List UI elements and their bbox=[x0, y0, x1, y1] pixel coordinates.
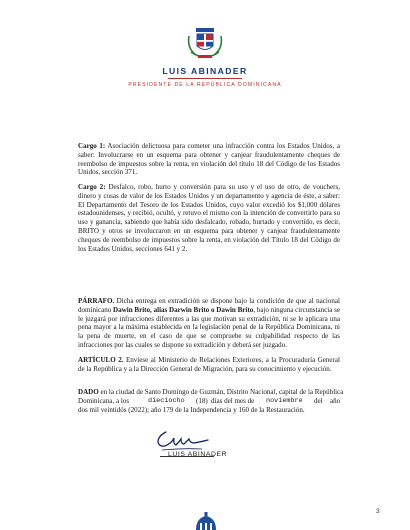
articulo-2-label: ARTÍCULO 2. bbox=[78, 356, 124, 364]
dado-day-word: dieciocho bbox=[148, 396, 185, 405]
coat-of-arms-icon bbox=[185, 22, 225, 62]
dado-line-3: dos mil veintidós (2022); año 179 de la Independencia y 160 de la Restauración. bbox=[78, 405, 305, 414]
dado-line-2-del: del bbox=[314, 396, 323, 405]
dado-line-2 bbox=[78, 397, 340, 406]
palace-dome-icon bbox=[186, 510, 226, 530]
dado-line-1 bbox=[78, 388, 344, 397]
dado-line-2-ano: año bbox=[330, 396, 341, 405]
dado-month: noviembre bbox=[266, 396, 303, 405]
dado-line-1-text: en la ciudad de Santo Domingo de Guzmán, Distrito Nacional, capital de la República bbox=[98, 388, 344, 396]
dado-label: DADO bbox=[78, 388, 99, 396]
cargo-2-paragraph bbox=[78, 183, 340, 253]
parrafo-text-1: Dicha entrega en extradición se dispone bajo la condición de que al nacional dominicano bbox=[78, 297, 340, 314]
cargo-1-text: Asociación delictuosa para cometer una infracción contra los Estados Unidos, a saber: Involucrarse en un esquema para obtener y canjear fraudulentamente cheques de reembolso de impuestos sobre la renta, en violación del título 18 del Código de los Estados Unidos, sección 371. bbox=[78, 142, 340, 177]
articulo-2-text: Envíese al Ministerio de Relaciones Exteriores, a la Procuraduría General de la República y a la Dirección General de Migración, para su conocimiento y ejecución. bbox=[78, 356, 340, 373]
parrafo-paragraph bbox=[78, 297, 340, 350]
cargo-1-label: Cargo 1: bbox=[78, 142, 106, 150]
parrafo-names: Dawin Brito, alias Darwin Brito o Dawin Brito bbox=[113, 305, 254, 314]
dado-day-number: (18) bbox=[196, 396, 208, 405]
cargo-2-text: Desfalco, robo, hurto y conversión para su uso y el uso de otro, de vouchers, dinero y cosas de valor de los Estados Unidos y un departamento y agencia de éste, a saber: El Departamento del Tesoro de los Estados Unidos, cuyo valor excedió los $1,000 dólares estadounidenses, y recibió, ocultó, y retuvo el mismo con la intención de convertirlo para su uso y ganancia, sabiendo que había sido desfalcado, robado, hurtado y convertido, es decir, BRITO y otros se involucraron en un esquema para obtener y canjear fraudulentamente cheques de reembolso de impuestos sobre la renta, en violación del Título 18 del Código de los Estados Unidos, secciones 641 y 2. bbox=[78, 183, 341, 253]
parrafo-text-2: , bajo ninguna circunstancia se le juzgará por infracciones diferentes a las que motivan su extradición, ni se le aplicara una pena mayor a la máxima establecida en la legislación penal de la República Dominicana, ni la pena de muerte, en el caso de que se compruebe su culpabilidad respecto de las infracciones por las cuales se dispone su extradición y deberá ser juzgado. bbox=[78, 305, 340, 349]
articulo-2-paragraph bbox=[78, 356, 340, 374]
header-divider bbox=[168, 78, 242, 79]
handwritten-signature bbox=[152, 426, 214, 452]
signatory-name: LUIS ABINADER bbox=[168, 451, 228, 458]
header-title: PRESIDENTE DE LA REPÚBLICA DOMINICANA bbox=[128, 82, 282, 88]
dado-paragraph bbox=[78, 388, 344, 414]
header-name: LUIS ABINADER bbox=[162, 66, 248, 76]
cargo-2-label: Cargo 2: bbox=[78, 183, 106, 191]
parrafo-label: PÁRRAFO. bbox=[78, 297, 115, 305]
page-number: 3 bbox=[376, 508, 380, 515]
cargo-1-paragraph bbox=[78, 142, 340, 177]
dado-line-2-start: Dominicana, a los bbox=[78, 396, 130, 405]
dado-line-2-month-intro: días del mes de bbox=[211, 396, 255, 405]
